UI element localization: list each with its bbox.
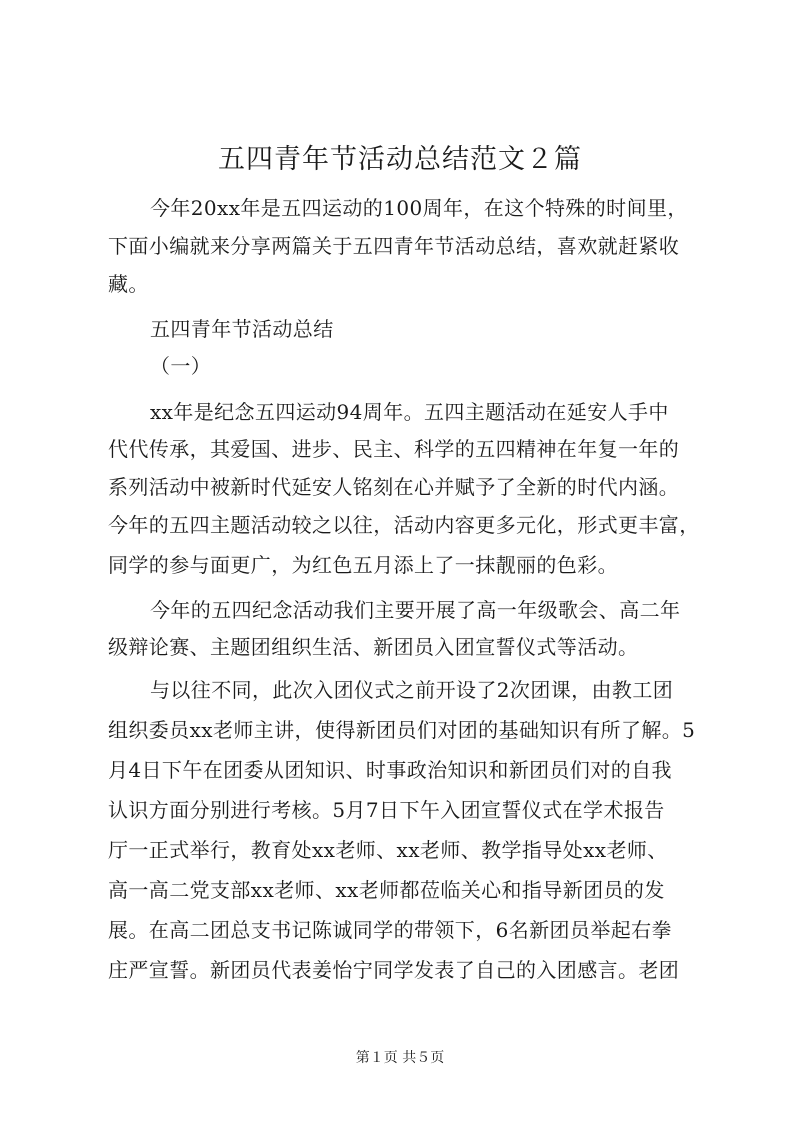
paragraph-line: 庄严宣誓。新团员代表姜怡宁同学发表了自己的入团感言。老团 xyxy=(108,958,680,982)
paragraph-line: 级辩论赛、主题团组织生活、新团员入团宣誓仪式等活动。 xyxy=(108,635,639,659)
document-title: 五四青年节活动总结范文２篇 xyxy=(218,144,582,175)
paragraph-line: xx年是纪念五四运动94周年。五四主题活动在延安人手中 xyxy=(150,400,669,424)
section-heading: 五四青年节活动总结 xyxy=(150,317,334,341)
paragraph-line: 系列活动中被新时代延安人铭刻在心并赋予了全新的时代内涵。 xyxy=(108,475,680,499)
page-footer: 第１页 共５页 xyxy=(355,1050,445,1066)
paragraph-line: 下面小编就来分享两篇关于五四青年节活动总结，喜欢就赶紧收 xyxy=(108,234,680,258)
paragraph-line: 同学的参与面更广，为红色五月添上了一抹靓丽的色彩。 xyxy=(108,553,618,577)
paragraph-line: 今年的五四纪念活动我们主要开展了高一年级歌会、高二年 xyxy=(150,598,681,622)
paragraph-line: 藏。 xyxy=(108,272,149,296)
paragraph-line: 今年的五四主题活动较之以往，活动内容更多元化，形式更丰富， xyxy=(108,513,700,537)
paragraph-line: 月4日下午在团委从团知识、时事政治知识和新团员们对的自我 xyxy=(108,758,672,782)
paragraph-line: 今年20xx年是五四运动的100周年，在这个特殊的时间里， xyxy=(150,196,688,220)
paragraph-line: 高一高二党支部xx老师、xx老师都莅临关心和指导新团员的发 xyxy=(108,878,665,902)
paragraph-line: 与以往不同，此次入团仪式之前开设了2次团课，由教工团 xyxy=(150,678,674,702)
paragraph-line: 厅一正式举行，教育处xx老师、xx老师、教学指导处xx老师、 xyxy=(108,838,668,862)
section-number: （一） xyxy=(150,354,212,378)
paragraph-line: 展。在高二团总支书记陈诚同学的带领下，6名新团员举起右拳 xyxy=(108,918,672,942)
paragraph-line: 认识方面分别进行考核。5月7日下午入团宣誓仪式在学术报告 xyxy=(108,798,665,822)
paragraph-line: 代代传承，其爱国、进步、民主、科学的五四精神在年复一年的 xyxy=(108,437,680,461)
paragraph-line: 组织委员xx老师主讲，使得新团员们对团的基础知识有所了解。5 xyxy=(108,718,696,742)
